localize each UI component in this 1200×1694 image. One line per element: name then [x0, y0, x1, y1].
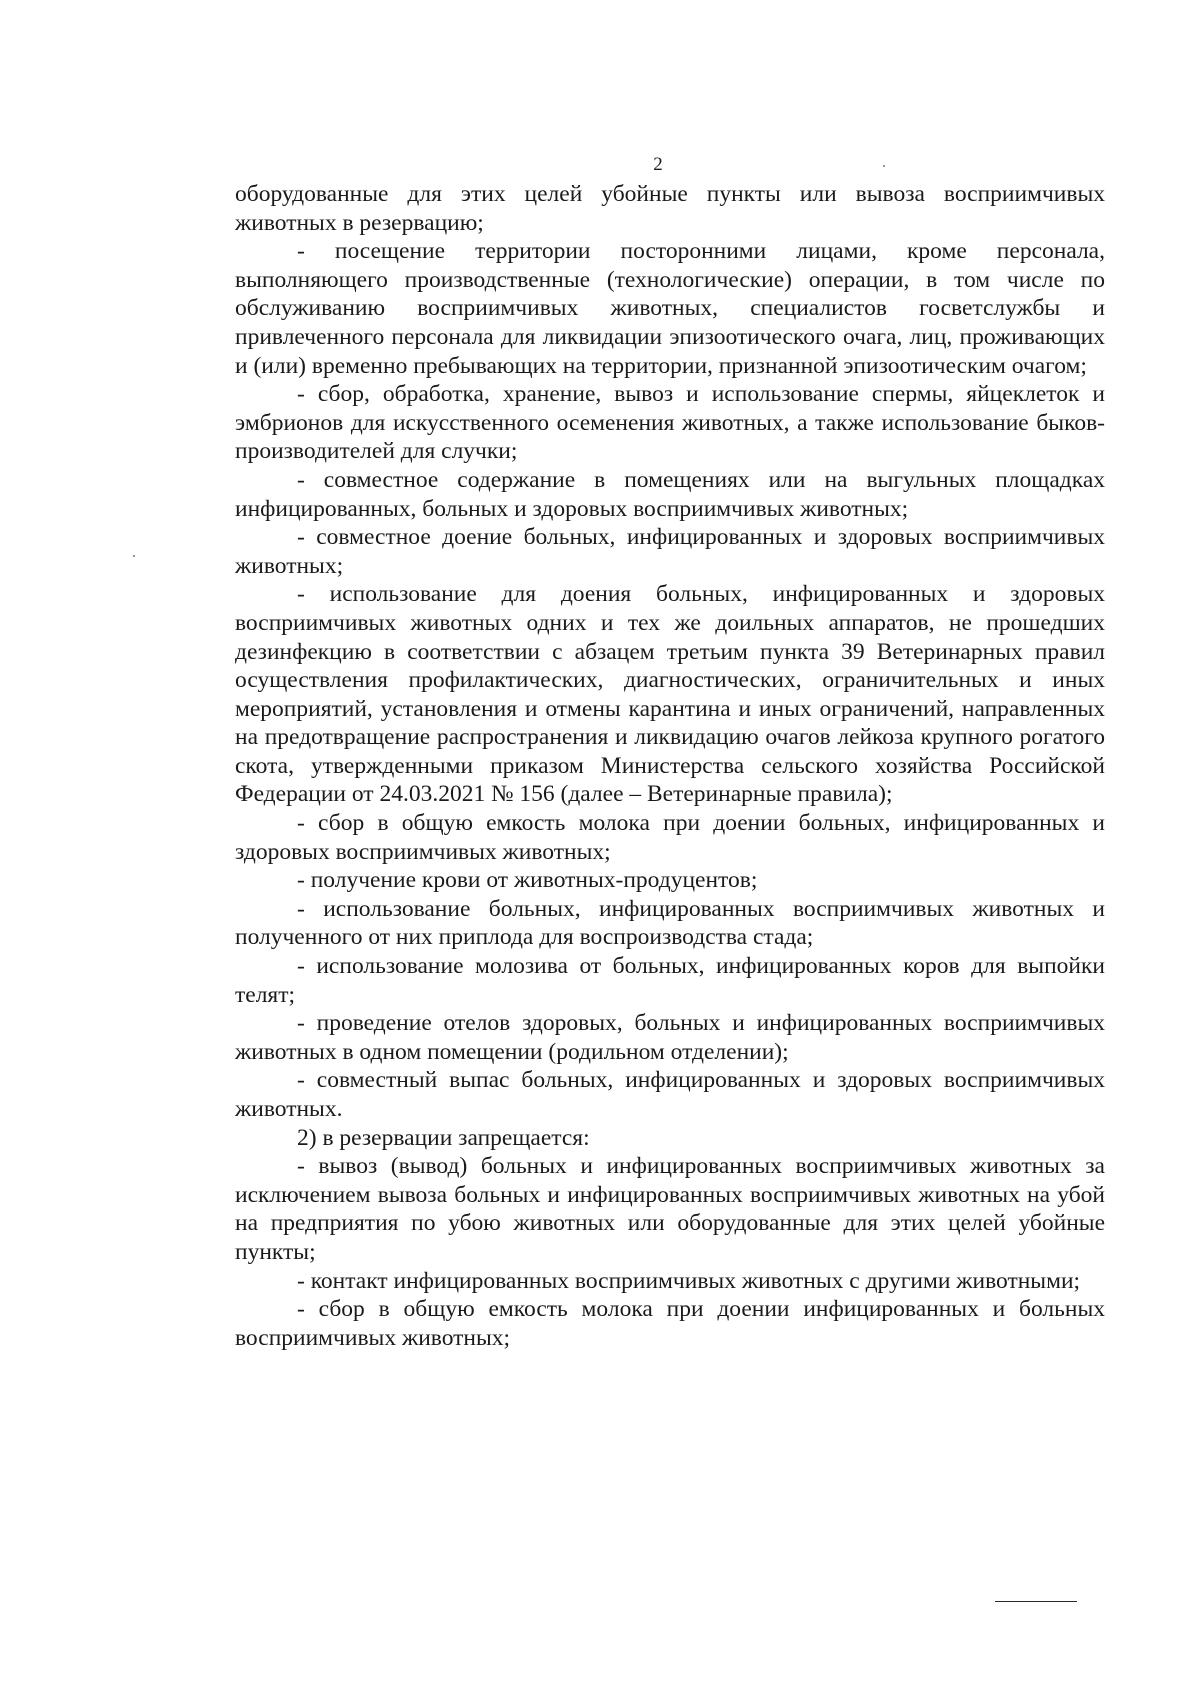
- paragraph: - совместное доение больных, инфицированных и здоровых восприимчивых животных;: [235, 524, 1105, 579]
- paragraph: - совместное содержание в помещениях или на выгульных площадках инфицированных, больных и здоровых восприимчивых животных;: [235, 466, 1105, 522]
- paragraph: - посещение территории посторонними лицами, кроме персонала, выполняющего производственные (технологические) операции, в том числе по обслуживанию восприимчивых животных, специалистов госветслужбы и привлеченного персонала для ликвидации эпизоотического очага, лиц, проживающих и (или) временно пребывающих на территории, признанной эпизоотическим очагом;: [235, 238, 1105, 379]
- paragraph: - сбор в общую емкость молока при доении инфицированных и больных восприимчивых животных;: [235, 1296, 1105, 1351]
- paragraph: - сбор в общую емкость молока при доении больных, инфицированных и здоровых восприимчивых животных;: [235, 810, 1105, 865]
- paragraph: оборудованные для этих целей убойные пункты или вывоза восприимчивых животных в резервацию;: [235, 181, 1105, 236]
- scan-speck: [133, 555, 135, 557]
- paragraph: - сбор, обработка, хранение, вывоз и использование спермы, яйцеклеток и эмбрионов для искусственного осеменения животных, а также использование быков-производителей для случки;: [235, 381, 1105, 465]
- scan-speck: [883, 165, 885, 167]
- paragraph: - совместный выпас больных, инфицированных и здоровых восприимчивых животных.: [235, 1067, 1105, 1122]
- paragraph: - проведение отелов здоровых, больных и инфицированных восприимчивых животных в одном помещении (родильном отделении);: [235, 1010, 1105, 1065]
- page-number: 2: [653, 154, 663, 175]
- paragraph: - использование для доения больных, инфицированных и здоровых восприимчивых животных одних и тех же доильных аппаратов, не прошедших дезинфекцию в соответствии с абзацем третьим пункта 39 Ветеринарных правил осуществления профилактических, диагностических, ограничительных и иных мероприятий, установления и отмены карантина и иных ограничений, направленных на предотвращение распространения и ликвидацию очагов лейкоза крупного рогатого скота, утвержденными приказом Министерства сельского хозяйства Российской Федерации от 24.03.2021 № 156 (далее – Ветеринарные правила);: [235, 581, 1105, 808]
- paragraph: - контакт инфицированных восприимчивых животных с другими животными;: [297, 1267, 1081, 1294]
- body-text: [235, 180, 1105, 1352]
- paragraph: - использование молозива от больных, инфицированных коров для выпойки телят;: [235, 953, 1105, 1008]
- footer-rule: [995, 1601, 1077, 1602]
- paragraph: 2) в резервации запрещается:: [297, 1124, 590, 1151]
- paragraph: - вывоз (вывод) больных и инфицированных восприимчивых животных за исключением вывоза больных и инфицированных восприимчивых животных на убой на предприятия по убою животных или оборудованные для этих целей убойные пункты;: [235, 1153, 1105, 1265]
- paragraph: - получение крови от животных-продуцентов;: [297, 867, 758, 894]
- paragraph: - использование больных, инфицированных восприимчивых животных и полученного от них приплода для воспроизводства стада;: [235, 895, 1105, 951]
